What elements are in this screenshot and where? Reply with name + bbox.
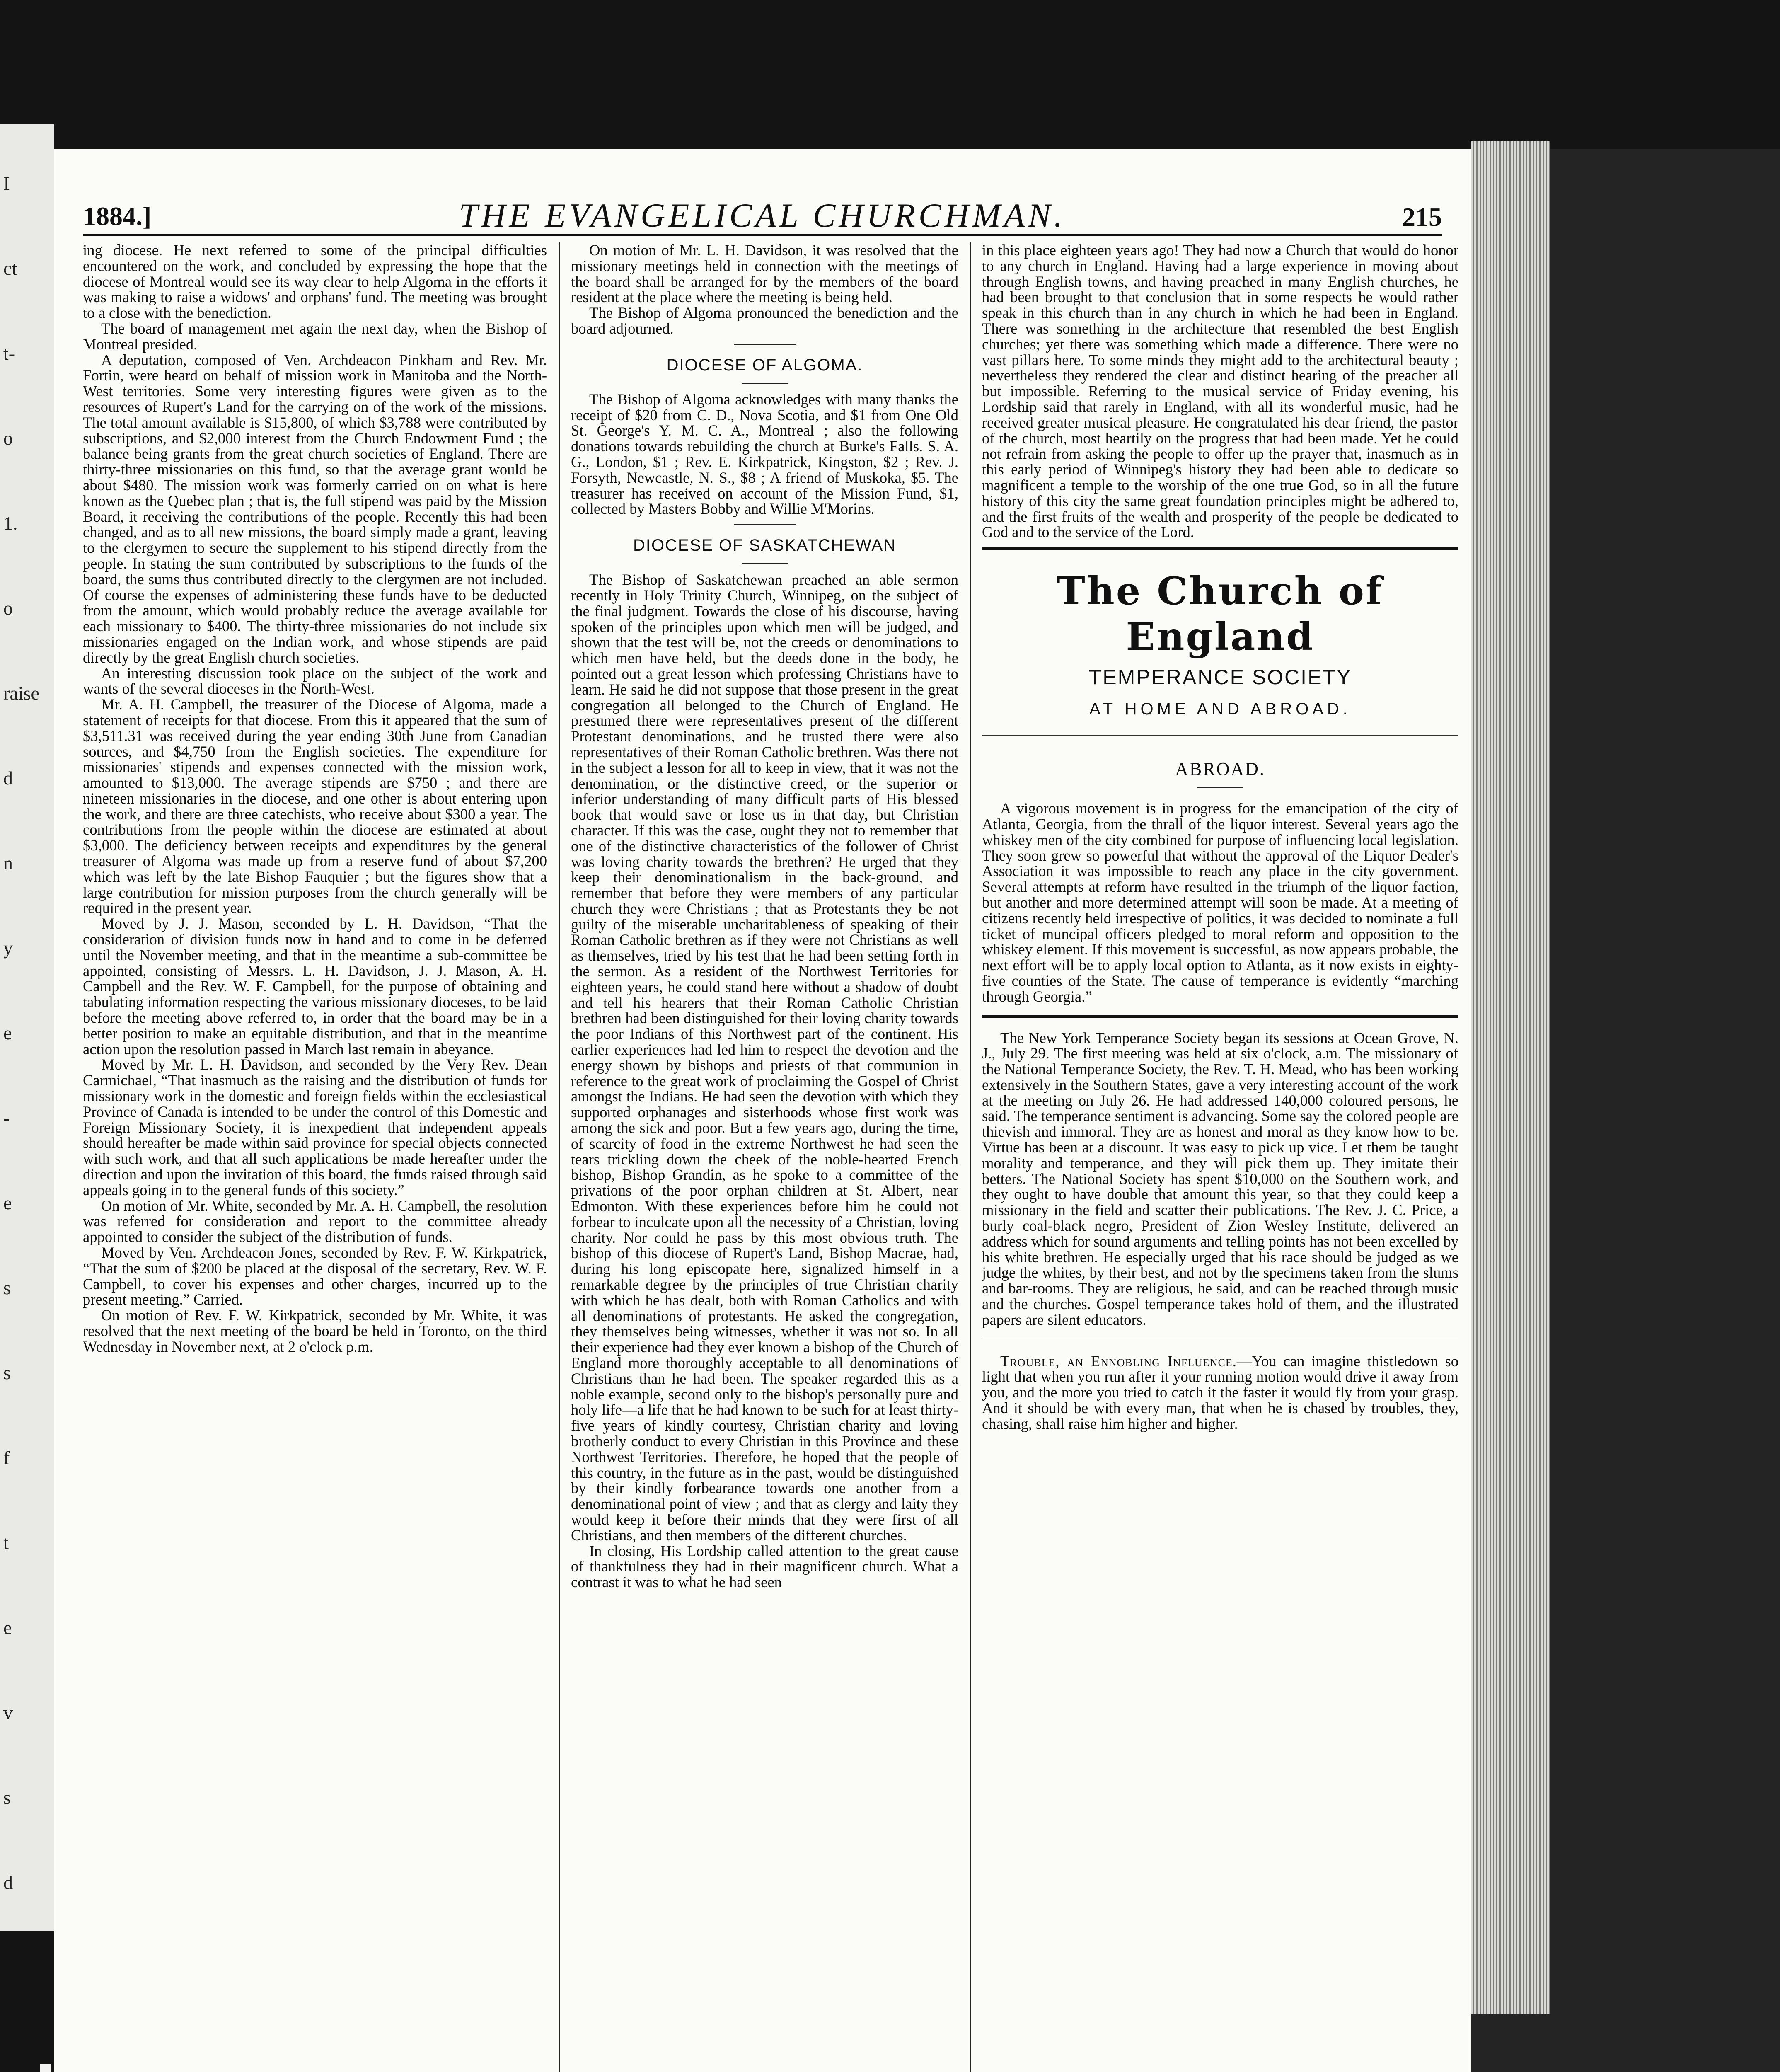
section-rule xyxy=(734,524,796,525)
masthead-tagline: AT HOME AND ABROAD. xyxy=(1089,700,1351,719)
paragraph: On motion of Mr. L. H. Davidson, it was resolved that the missionary meetings held in connection with the meetings of the board shall be arranged for by the members of the board resident at the place where the meeting is being held. xyxy=(571,242,958,306)
trouble-paragraph xyxy=(982,1353,1458,1432)
paragraph: An interesting discussion took place on the subject of the work and wants of the several dioceses in the North-West. xyxy=(83,664,547,697)
paragraph: in this place eighteen years ago! They had now a Church that would do honor to any church in England. Having had a large experience in moving about through English towns, and having preached in many English churches, he had been brought to that conclusion that in some respects he would rather speak in this church than in any church in which he had been in England. There was something in the architecture that resembled the best English churches; yet there was something which made a difference. There were no vast pillars here. To some minds they might add to the architectural beauty ; nevertheless they rendered the clear and distinct hearing of the preacher all but impossible. Referring to the musical service of Friday evening, his Lordship said that rarely in England, with all its wonderful music, had he received greater musical pleasure. He congratulated his dear friend, the pastor of the church, most heartily on the progress that had been made. Yet he could not refrain from asking the people to offer up the prayer that, inasmuch as in this early period of Winnipeg's history they had been able to dedicate so magnificent a temple to the worship of the one true God, so in all the future history of this city the same great foundation principles might be adhered to, and the first fruits of the wealth and prosperity of the people be dedicated to God and to the service of the Lord. xyxy=(982,242,1458,541)
page-number: 215 xyxy=(1402,202,1442,232)
temperance-society-masthead xyxy=(982,568,1458,719)
section-rule xyxy=(734,344,796,345)
paragraph: ing diocese. He next referred to some of the principal difficulties encountered on the work, and concluded by expressing the hope that the diocese of Montreal would see its way clear to help Algoma in the efforts it was making to raise a widows' and orphans' fund. The meeting was brought to a close with the benediction. xyxy=(83,242,547,322)
page-stack-edge xyxy=(1471,141,1550,2014)
binding-bar xyxy=(40,2064,51,2072)
paragraph: In closing, His Lordship called attention to the great cause of thankfulness they had in their magnificent church. What a contrast it was to what he had seen xyxy=(571,1542,958,1591)
section-rule-thick xyxy=(982,1015,1458,1018)
left-page-fragment: n xyxy=(3,852,13,874)
left-page-edge xyxy=(0,124,54,1931)
left-page-fragment: s xyxy=(3,1277,11,1298)
trouble-lead: Trouble, an Ennobling Influence. xyxy=(1000,1352,1237,1370)
abroad-heading: ABROAD. xyxy=(1175,759,1265,779)
left-page-fragment: d xyxy=(3,1872,13,1893)
paragraph: On motion of Mr. White, seconded by Mr. A. H. Campbell, the resolution was referred for consideration and report to the committee already appointed to consider the subject of the distribution of funds. xyxy=(83,1197,547,1246)
left-page-fragment: I xyxy=(3,173,10,194)
left-page-fragment: v xyxy=(3,1702,13,1723)
column-1 xyxy=(83,242,547,2072)
diocese-saskatchewan-text xyxy=(571,572,958,1590)
left-page-fragment: t- xyxy=(3,343,15,364)
paragraph: The Bishop of Algoma acknowledges with many thanks the receipt of $20 from C. D., Nova Scotia, and $1 from One Old St. George's Y. M. C. A., Montreal ; also the following donations towards rebuilding the church at Burke's Falls. S. A. G., London, $1 ; Rev. E. Kirkpatrick, Kingston, $2 ; Rev. J. Forsyth, Newcastle, N. S., $8 ; A friend of Muskoka, $5. The treasurer has received on account of the Mission Fund, $1, collected by Masters Bobby and Willie M'Morins. xyxy=(571,390,958,518)
left-page-fragment: o xyxy=(3,428,13,449)
left-page-fragment: s xyxy=(3,1787,11,1808)
diocese-saskatchewan-heading: DIOCESE OF SASKATCHEWAN xyxy=(633,536,896,555)
header-rule xyxy=(83,234,1442,236)
left-page-fragment: - xyxy=(3,1107,10,1128)
trouble-text: —You can imagine thistledown so light that when you run after it your running motion would drive it away from you, and the more you tried to catch it the faster it would fly from your grasp. And it should be with every man, that when he is chased by troubles, they, chasing, shall raise him higher and higher. xyxy=(982,1352,1458,1432)
column-divider xyxy=(970,242,971,2072)
running-head xyxy=(83,189,1442,234)
sermon-continuation-text xyxy=(982,242,1458,540)
paragraph: A vigorous movement is in progress for the emancipation of the city of Atlanta, Georgia, from the thrall of the liquor interest. Several years ago the whiskey men of the city combined for purpose of influencing local legislation. They soon grew so powerful that without the approval of the Liquor Dealer's Association it was impossible to reach any place in the city government. Several attempts at reform have resulted in the triumph of the liquor faction, but another and more determined attempt will soon be made. At a meeting of citizens recently held irrespective of politics, it was decided to nominate a full ticket of muncipal officers pledged to moral reform and opposition to the whiskey element. If this movement is successful, as now appears probable, the next effort will be to apply local option to Atlanta, as it now exists in eighty-five counties of the State. The cause of temperance is evidently “marching through Georgia.” xyxy=(982,800,1458,1005)
header-year: 1884.] xyxy=(83,201,152,231)
section-rule xyxy=(742,383,788,384)
column-divider xyxy=(559,242,560,2072)
paragraph: On motion of Rev. F. W. Kirkpatrick, seconded by Mr. White, it was resolved that the next meeting of the board be held in Toronto, on the third Wednesday in November next, at 2 o'clock p.m. xyxy=(83,1307,547,1355)
paragraph: A deputation, composed of Ven. Archdeacon Pinkham and Rev. Mr. Fortin, were heard on behalf of mission work in Manitoba and the North-West territories. Some very interesting figures were given as to the resources of Rupert's Land for the carrying on of the work of the missions. The total amount available is $15,800, of which $3,788 were contributed by subscriptions, and $2,000 interest from the Church Endowment Fund ; the balance being grants from the great church societies of England. There are thirty-three missionaries on this fund, so that the average grant would be about $480. The mission work was formerly carried on on what is here known as the Quebec plan ; that is, the full stipend was paid by the Mission Board, it receiving the contributions of the people. Recently this had been changed, and as to all new missions, the board simply made a grant, leaving to the clergymen to secure the supplement to his stipend directly from the people. In stating the sum contributed by subscriptions to the funds of the board, the sums thus contributed directly to the clergymen are not included. Of course the expenses of administering these funds have to be deducted from the amount, which would probably reduce the average available for each missionary to $400. The thirty-three missionaries do not include six missionaries engaged on the Indian work, and whose stipends are paid directly by the great English church societies. xyxy=(83,351,547,666)
left-page-fragment: f xyxy=(3,1447,10,1468)
left-page-fragment: t xyxy=(3,1532,9,1553)
left-page-fragment: d xyxy=(3,767,13,789)
masthead-subtitle: TEMPERANCE SOCIETY xyxy=(1088,666,1352,689)
paragraph: The New York Temperance Society began its sessions at Ocean Grove, N. J., July 29. The first meeting was held at six o'clock, a.m. The missionary of the National Temperance Society, the Rev. T. H. Mead, who has been working extensively in the Southern States, gave a very interesting account of the work at the meeting on July 26. He had addressed 140,000 coloured persons, he said. The temperance sentiment is advancing. Some say the colored people are thievish and immoral. They are as honest and moral as they know how to be. Virtue has been at a discount. It was easy to pick up vice. Let them be taught morality and temperance, and they will pick them up. They imitate their betters. The National Society has spent $10,000 on the Southern work, and they ought to have double that amount this year, so that they could keep a missionary in the field and scatter their publications. The Rev. J. C. Price, a burly coal-black negro, President of Zion Wesley Institute, delivered an address which for sound arguments and telling points has not been excelled by his white brethren. He especially urged that his race should be judged as we judge the whites, by their best, and not by the specimens taken from the slums and bar-rooms. They are religious, he said, and can be reached through music and the churches. Gospel temperance takes hold of them, and the illustrated papers are silent educators. xyxy=(982,1029,1458,1328)
masthead-title: The Church of England xyxy=(1057,569,1384,659)
left-page-fragment: o xyxy=(3,598,13,619)
paragraph: Mr. A. H. Campbell, the treasurer of the Diocese of Algoma, made a statement of receipts for that diocese. From this it appeared that the sum of $3,511.31 was received during the year ending 30th June from Canadian sources, and $4,750 from the English societies. The expenditure for missionaries' stipends and expenses connected with the mission work, amounted to $13,000. The average stipends are $750 ; and there are nineteen missionaries in the diocese, and one other is about entering upon the work, and there are three catechists, who receive about $300 a year. The contributions from the people within the diocese are estimated at about $3,000. The deficiency between receipts and expenditures by the general treasurer of Algoma was made up from a reserve fund of about $7,200 which was left by the late Bishop Fauquier ; but the figures show that a large contribution for mission purposes from the church generally will be required in the present year. xyxy=(83,696,547,917)
column-3 xyxy=(982,242,1458,2072)
diocese-algoma-text xyxy=(571,392,958,517)
new-york-temperance-text xyxy=(982,1030,1458,1328)
header-title: THE EVANGELICAL CHURCHMAN. xyxy=(459,196,1066,234)
column-2 xyxy=(571,242,958,2072)
left-page-fragment: y xyxy=(3,937,13,959)
diocese-algoma-heading: DIOCESE OF ALGOMA. xyxy=(666,356,863,374)
section-rule xyxy=(1197,787,1243,788)
section-rule xyxy=(742,563,788,564)
left-page-fragment: e xyxy=(3,1022,12,1043)
paragraph: Moved by J. J. Mason, seconded by L. H. Davidson, “That the consideration of division funds now in hand and to come in be deferred until the November meeting, and that in the meantime a sub-committee be appointed, consisting of Messrs. L. H. Davidson, J. J. Mason, A. H. Campbell and the Rev. W. F. Campbell, for the purpose of obtaining and tabulating information respecting the various missionary dioceses, to be laid before the meeting above referred to, in order that the board may be in a better position to make an equitable distribution, and that in the meantime action upon the resolution passed in March last remain in abeyance. xyxy=(83,915,547,1058)
left-page-fragment: 1. xyxy=(3,513,18,534)
atlanta-article-text xyxy=(982,801,1458,1004)
left-page-fragment: ct xyxy=(3,258,17,279)
paragraph: Moved by Mr. L. H. Davidson, and seconded by the Very Rev. Dean Carmichael, “That inasmuch as the raising and the distribution of funds for missionary work in the domestic and foreign fields within the ecclesiastical Province of Canada is intended to be under the control of this Domestic and Foreign Missionary Society, it is inexpedient that independent appeals should hereafter be made within said province for special objects connected with such work, and that all such applications be made hereafter under the direction and upon the invitation of this board, the funds raised through said appeals going in to the general funds of this society.” xyxy=(83,1056,547,1198)
left-page-fragment: e xyxy=(3,1192,12,1213)
left-page-fragment: e xyxy=(3,1617,12,1638)
left-page-fragment: s xyxy=(3,1362,11,1383)
paragraph: The Bishop of Algoma pronounced the benediction and the board adjourned. xyxy=(571,304,958,337)
newspaper-page xyxy=(54,149,1471,2072)
masthead-rule xyxy=(982,735,1458,736)
paragraph: The Bishop of Saskatchewan preached an able sermon recently in Holy Trinity Church, Winnipeg, on the subject of the final judgment. Towards the close of his discourse, having spoken of the principles upon which men will be judged, and shown that the test will be, not the creeds or denominations to which men have held, but the deeds done in the body, he pointed out a great lesson which professing Christians have to learn. He said he did not suppose that those present in the great congregation all belonged to the Church of England. He presumed there were representatives present of the different Protestant denominations, and he trusted there were also representatives of their Roman Catholic brethren. Was there not in the subject a lesson for all to keep in view, that it was not the denomination, or the distinctive creed, or the superior or inferior understanding of many difficult parts of His blessed book that would save or lose us in that day, but Christian character. If this was the case, ought they not to remember that one of the distinctive characteristics of the follower of Christ was loving charity towards the brethren? He urged that they keep their denominationalism in the back-ground, and remember that before they were members of any particular church they were Christians ; that as Protestants they be not guilty of the miserable uncharitableness of speaking of their Roman Catholic brethren as if they were not Christians as well as themselves, tried by his test that he had been setting forth in the sermon. As a resident of the Northwest Territories for eighteen years, he could stand here without a shadow of doubt and tell his hearers that their Roman Catholic Christian brethren had been distinguished for their loving charity towards the poor Indians of this Northwest part of the continent. His earlier experiences had led him to respect the devotion and the energy shown by bishops and priests of that communion in reference to the great work of proclaiming the Gospel of Christ amongst the Indians. He had seen the devotion with which they supported orphanages and sisterhoods whose first work was among the sick and poor. But a few years ago, during the time, of scarcity of food in the extreme Northwest he had seen the tears trickling down the cheek of the noble-hearted French bishop, Bishop Grandin, as he spoke to a committee of the privations of the poor orphan children at St. Albert, near Edmonton. With these experiences before him he could not forbear to inculcate upon all the necessity of a Christian, loving charity. Nor could he pass by this most obvious truth. The bishop of this diocese of Rupert's Land, Bishop Macrae, had, during his long episcopate here, signalized himself in a remarkable degree by the principles of true Christian charity with which he has dealt, both with Roman Catholics and with all denominations of protestants. He asked the congregation, they themselves being witnesses, whether it was not so. In all their experience had they ever known a bishop of the Church of England more thoroughly acceptable to all denominations of Christians than he had been. The speaker regarded this as a noble example, second only to the bishop's personally pure and holy life—a life that he had known to be such for at least thirty-five years of kindly courtesy, Christian charity and loving brotherly conduct to every Christian in this Province and these Northwest Territories. Therefore, he hoped that the people of this country, in the future as in the past, would be distinguished by their kindly forbearance towards one another from a denominational point of view ; and that as clergy and laity they would keep it before their minds that they were first of all Christians, and then members of the different churches. xyxy=(571,571,958,1544)
section-rule-thick xyxy=(982,547,1458,550)
left-page-fragment: raise xyxy=(3,683,39,704)
paragraph: The board of management met again the next day, when the Bishop of Montreal presided. xyxy=(83,320,547,353)
board-adjourned-text xyxy=(571,242,958,336)
paragraph: Moved by Ven. Archdeacon Jones, seconded by Rev. F. W. Kirkpatrick, “That the sum of $200 be placed at the disposal of the secretary, Rev. W. F. Campbell, to cover his expenses and other charges, incurred up to the present meeting.” Carried. xyxy=(83,1244,547,1308)
